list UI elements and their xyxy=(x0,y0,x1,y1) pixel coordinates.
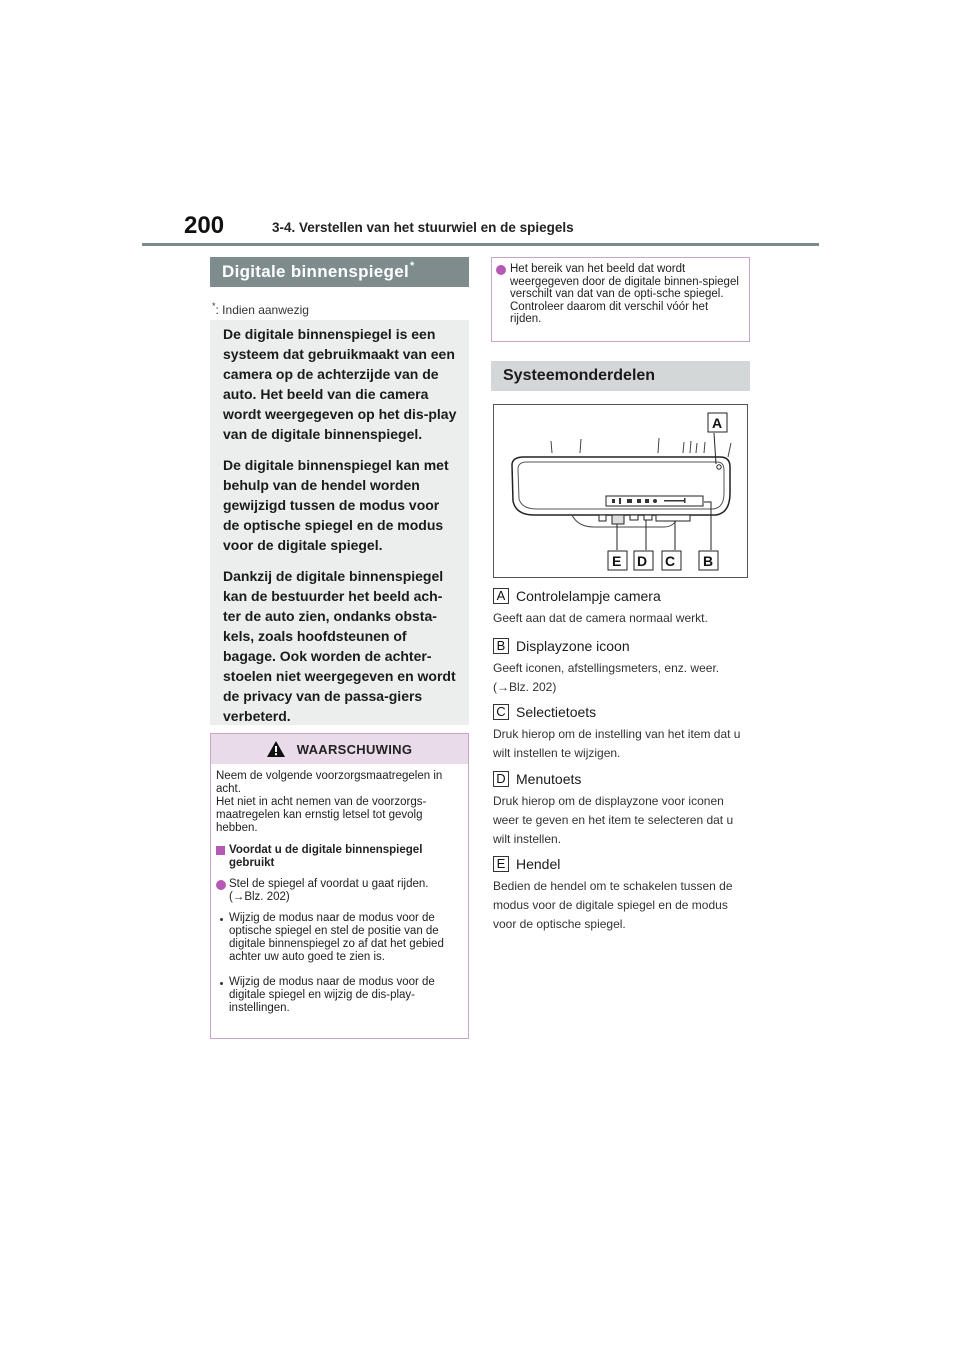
summary-box xyxy=(210,320,469,725)
warning-heading-row xyxy=(216,844,458,870)
footnote-mark: * xyxy=(212,301,216,311)
warning-point: Stel de spiegel af voordat u gaat rijden. (→Blz. 202) xyxy=(229,878,429,903)
part-letter-badge: D xyxy=(493,771,509,787)
part-description: Geeft iconen, afstellingsmeters, enz. weer. (→Blz. 202) xyxy=(493,661,720,694)
part-letter-badge: A xyxy=(493,588,509,604)
footnote-text: : Indien aanwezig xyxy=(215,303,309,317)
square-bullet-icon xyxy=(216,846,225,855)
part-description: Druk hierop om de instelling van het item dat u wilt instellen te wijzigen. xyxy=(493,727,741,760)
figure-label-e: E xyxy=(612,553,622,569)
part-description: Geeft aan dat de camera normaal werkt. xyxy=(493,611,708,625)
chapter-title: 3-4. Verstellen van het stuurwiel en de spiegels xyxy=(272,220,574,235)
figure-label-d: D xyxy=(637,553,648,569)
part-item-b xyxy=(493,638,748,697)
part-item-e xyxy=(493,856,748,934)
part-item-c xyxy=(493,704,748,763)
figure-label-b: B xyxy=(703,553,714,569)
circle-bullet-icon xyxy=(496,265,506,275)
part-description: Druk hierop om de displayzone voor iconen weer te geven en het item te selecteren dat u wilt instellen. xyxy=(493,794,734,846)
section-title-text: Systeemonderdelen xyxy=(503,367,656,384)
mirror-illustration xyxy=(494,405,747,577)
warning-bullet-row xyxy=(216,976,458,1015)
warning-triangle-icon xyxy=(267,741,285,757)
part-item-d xyxy=(493,771,748,849)
warning-heading: Voordat u de digitale binnenspiegel gebruikt xyxy=(229,844,423,869)
warning-title: WAARSCHUWING xyxy=(296,741,413,757)
part-letter-badge: E xyxy=(493,856,509,872)
warning-bullet: Wijzig de modus naar de modus voor de digitale spiegel en wijzig de dis-play-instellingen. xyxy=(229,976,435,1014)
note-text: Het bereik van het beeld dat wordt weergegeven door de digitale binnen-spiegel verschilt van dat van de opti-sche spiegel. Controleer daarom dit verschil vóór het rijden. xyxy=(510,263,739,325)
warning-box xyxy=(210,733,469,1039)
header-divider xyxy=(142,243,819,246)
part-letter-badge: B xyxy=(493,638,509,654)
part-title: Controlelampje camera xyxy=(516,588,661,604)
part-title: Hendel xyxy=(516,856,561,872)
footnote xyxy=(212,301,309,317)
summary-paragraph: De digitale binnenspiegel is een systeem dat gebruikmaakt van een camera op de achterzijde van de auto. Het beeld van die camera wordt weergegeven op het dis-play van de digitale binnenspiegel. xyxy=(223,326,457,442)
mirror-figure xyxy=(493,404,748,578)
note-box xyxy=(491,257,750,342)
page-number: 200 xyxy=(184,212,225,239)
part-title: Displayzone icoon xyxy=(516,638,630,654)
section-title-text: Digitale binnenspiegel xyxy=(222,262,410,281)
part-letter-badge: C xyxy=(493,704,509,720)
part-description: Bedien de hendel om te schakelen tussen de modus voor de digitale spiegel en de modus voor de optische spiegel. xyxy=(493,879,733,931)
figure-label-a: A xyxy=(712,415,723,431)
section-title-digital-mirror xyxy=(210,257,469,287)
circle-bullet-icon xyxy=(216,880,226,890)
warning-header xyxy=(211,734,468,764)
section-title-system-parts xyxy=(491,361,750,391)
part-title: Selectietoets xyxy=(516,704,597,720)
summary-paragraph: Dankzij de digitale binnenspiegel kan de bestuurder het beeld ach-ter de auto zien, ondanks obsta-kels, zoals hoofdsteunen of bagage. Ook worden de achter-stoelen niet weergegeven en wordt de privacy van de passa-giers verbeterd. xyxy=(223,568,456,724)
warning-body xyxy=(211,764,468,1015)
warning-intro: Neem de volgende voorzorgsmaatregelen in acht. Het niet in acht nemen van de voorzorgs-maatregelen kan ernstig letsel tot gevolg hebben. xyxy=(216,770,443,834)
part-item-a xyxy=(493,588,748,628)
bullet-icon xyxy=(220,918,223,921)
warning-point-row xyxy=(216,878,458,904)
figure-label-c: C xyxy=(665,553,676,569)
warning-bullet-row xyxy=(216,912,458,964)
title-footnote-mark: * xyxy=(410,260,415,272)
bullet-icon xyxy=(220,982,223,985)
summary-paragraph: De digitale binnenspiegel kan met behulp van de hendel worden gewijzigd tussen de modus voor de optische spiegel en de modus voor de digitale spiegel. xyxy=(223,457,449,553)
warning-bullet: Wijzig de modus naar de modus voor de optische spiegel en stel de positie van de digitale binnenspiegel zo af dat het gebied achter uw auto goed te zien is. xyxy=(229,912,444,963)
part-title: Menutoets xyxy=(516,771,582,787)
